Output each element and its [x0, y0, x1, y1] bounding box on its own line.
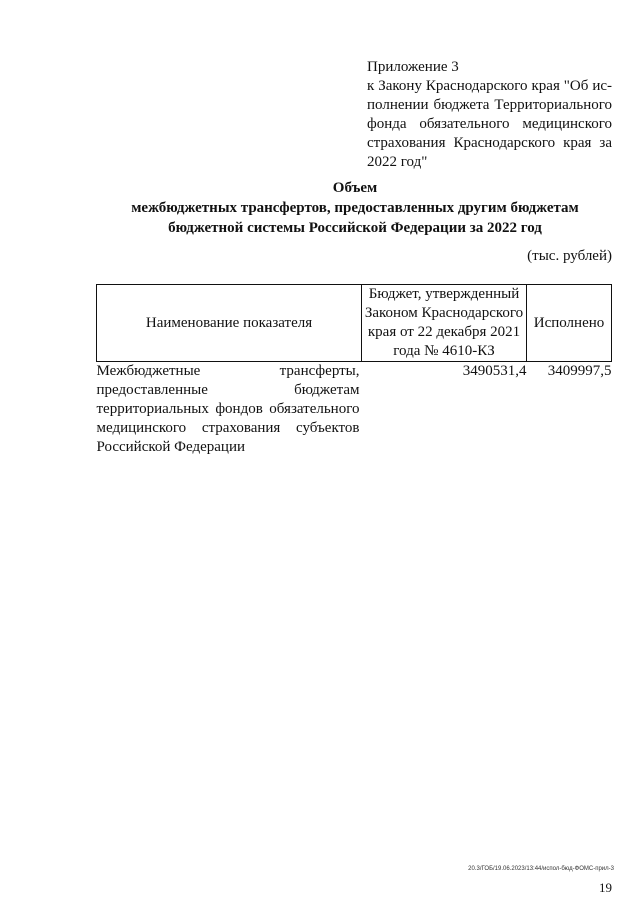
transfers-table — [96, 284, 612, 457]
appendix-line: страхования Краснодарского края за — [367, 135, 612, 151]
table-header-row — [97, 285, 612, 362]
units-label: (тыс. рублей) — [527, 248, 612, 264]
header-executed: Исполнено — [527, 285, 612, 362]
appendix-line: полнении бюджета Территориального — [367, 97, 612, 113]
appendix-line: 2022 год" — [367, 154, 428, 170]
table-row — [97, 362, 612, 458]
header-name: Наименование показателя — [97, 285, 362, 362]
title-line: Объем — [332, 180, 378, 196]
page-number: 19 — [599, 880, 612, 895]
title-line: бюджетной системы Российской Федерации за 2022 год — [168, 220, 542, 236]
row-executed: 3409997,5 — [547, 363, 612, 379]
appendix-line: Приложение 3 — [367, 59, 459, 75]
header-budget: Бюджет, утвержденный Законом Краснодарского края от 22 декабря 2021 года № 4610-КЗ — [362, 285, 527, 362]
appendix-line: к Закону Краснодарского края "Об ис- — [367, 78, 612, 94]
document-title — [90, 178, 620, 238]
appendix-reference — [367, 58, 612, 172]
row-name: Межбюджетные трансферты, предоставленные бюджетам территориальных фондов обязательного медицинского страхования субъектов Российской Федерации — [96, 363, 360, 455]
title-line: межбюджетных трансфертов, предоставленных другим бюджетам — [131, 200, 579, 216]
footer-reference: 20.3/ГОБ/19.06.2023/13:44/испол-бюд-ФОМС-прил-3 — [468, 866, 614, 872]
row-budget: 3490531,4 — [462, 363, 527, 379]
appendix-line: фонда обязательного медицинского — [367, 116, 612, 132]
